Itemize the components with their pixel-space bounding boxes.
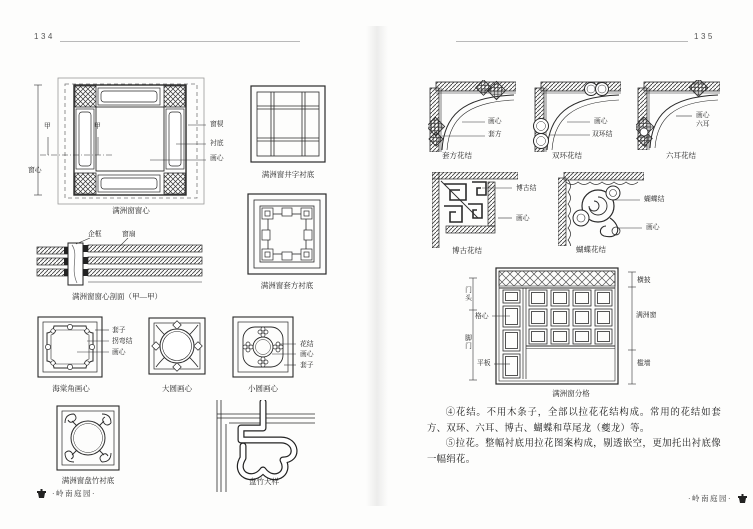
caption-corner-taofang: 套方花结 [442, 151, 472, 160]
caption-taofang-backing: 满洲窗套方衬底 [260, 281, 314, 290]
label-chuangling: 窗棂 [210, 121, 224, 128]
label-shuanghuanjie: 双环结 [592, 131, 613, 138]
label-hudiejie: 蝴蝶结 [644, 196, 665, 203]
label-huaxin-core: 画心 [210, 155, 224, 162]
caption-corner-liuer: 六耳花结 [666, 151, 696, 160]
caption-elevation: 满洲窗分格 [552, 389, 590, 398]
label-taofang-c1: 套方 [488, 131, 502, 138]
page-number-right: 135 [694, 32, 715, 41]
caption-corner-bogu: 博古花结 [452, 246, 482, 255]
label-mentou: 门头 [463, 286, 471, 302]
label-huaxin-c1: 画心 [488, 118, 502, 125]
section-drawing [32, 238, 204, 288]
caption-xiaoyuan: 小圆画心 [248, 384, 278, 393]
label-pingban: 平板 [477, 360, 491, 367]
label-guaiwanjie: 拐弯结 [112, 338, 133, 345]
corner-bogu-drawing [432, 172, 518, 248]
corner-shuanghuan-drawing [533, 80, 621, 152]
caption-section: 满洲窗窗心剖面（甲—甲） [72, 292, 162, 301]
caption-dayuan: 大圆画心 [162, 384, 192, 393]
label-huaxin-c3: 画心 [696, 112, 710, 119]
dayuan-drawing [148, 317, 206, 375]
header-rule-right [456, 41, 688, 42]
label-huaxin-bogu: 画心 [516, 215, 530, 222]
label-huaxin-xiaoyuan: 画心 [300, 351, 314, 358]
footer-left-text: ·岭南庭园· [52, 489, 96, 498]
label-kanqiang: 槛墙 [637, 360, 651, 367]
label-chuangxin: 窗心 [28, 167, 42, 174]
page-number-left: 134 [34, 32, 55, 41]
label-bogujie: 博古结 [516, 185, 537, 192]
window-core-drawing [28, 74, 210, 210]
label-qikuang: 企框 [88, 231, 102, 238]
taofang-backing-drawing [247, 193, 327, 275]
label-jiaomen: 脚门 [463, 334, 471, 350]
corner-hudie-drawing [558, 172, 644, 246]
caption-panzhu-backing: 满洲窗盘竹衬底 [61, 476, 115, 485]
corner-taofang-drawing [428, 80, 516, 152]
label-chuangshan: 窗扇 [122, 231, 136, 238]
page-gutter-shadow [366, 26, 388, 506]
elevation-drawing [462, 266, 648, 390]
label-manzhouchuang: 满洲窗 [636, 312, 657, 319]
label-liuer: 六耳 [696, 121, 710, 128]
caption-jing-backing: 满洲窗井字衬底 [261, 170, 315, 179]
label-jia-1: 甲 [44, 123, 51, 130]
label-huajie: 花结 [300, 341, 314, 348]
label-huaxin-c2: 画心 [594, 118, 608, 125]
label-huaxin-hudie: 画心 [646, 224, 660, 231]
label-hengpi: 横披 [637, 277, 651, 284]
panzhu-backing-drawing [56, 405, 120, 471]
publisher-seal-icon [737, 494, 748, 504]
label-gexin: 格心 [475, 313, 489, 320]
caption-corner-shuanghuan: 双环花结 [552, 151, 582, 160]
caption-haitang: 海棠角画心 [52, 384, 90, 393]
caption-corner-hudie: 蝴蝶花结 [576, 245, 606, 254]
paragraph-lahua: ⑤拉花。整幅衬底用拉花图案构成，剔透嵌空，更加托出衬底像一幅绢花。 [427, 439, 721, 465]
footer-right [592, 493, 748, 504]
header-rule-left [60, 41, 300, 42]
label-jia-2: 甲 [94, 123, 101, 130]
footer-right-text: ·岭南庭园· [688, 494, 732, 503]
caption-window-core: 满洲窗窗心 [112, 206, 150, 215]
label-huaxin-haitang: 画心 [112, 349, 126, 356]
label-taozi-2: 套子 [300, 362, 314, 369]
caption-panzhu-detail: 盘竹大样 [249, 477, 279, 486]
label-chendi: 衬底 [210, 140, 224, 147]
publisher-seal-icon [36, 489, 47, 499]
footer-left [36, 488, 96, 499]
jing-backing-drawing [250, 85, 326, 163]
body-text [427, 406, 721, 468]
paragraph-huajie: ④花结。不用木条子，全部以拉花花结构成。常用的花结如套方、双环、六耳、博古、蝴蝶和草尾龙（夔龙）等。 [427, 408, 721, 434]
label-taozi-1: 套子 [112, 327, 126, 334]
haitang-drawing [37, 316, 111, 378]
xiaoyuan-drawing [232, 316, 298, 378]
